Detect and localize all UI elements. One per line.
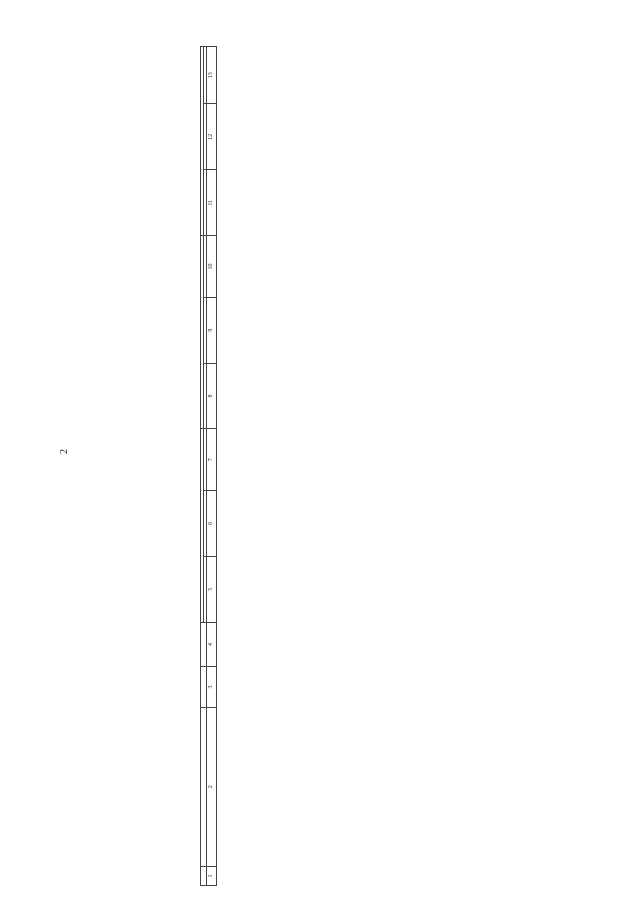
- column-number: 12: [207, 104, 217, 170]
- page-number: 2: [59, 449, 70, 454]
- column-number: 1: [207, 866, 217, 885]
- column-number: 5: [207, 556, 217, 622]
- column-number: 8: [207, 363, 217, 429]
- column-number: 4: [207, 622, 217, 667]
- column-number: 13: [207, 47, 217, 104]
- column-number: 7: [207, 429, 217, 491]
- column-number: 6: [207, 491, 217, 557]
- investment-table: [200, 46, 217, 886]
- column-number: 11: [207, 170, 217, 236]
- rotated-sheet: [102, 46, 572, 886]
- column-number: 10: [207, 236, 217, 298]
- column-number: 3: [207, 667, 217, 707]
- column-number-row: [207, 47, 217, 886]
- rotated-content: [102, 46, 572, 886]
- column-number: 2: [207, 707, 217, 866]
- column-number: 9: [207, 297, 217, 363]
